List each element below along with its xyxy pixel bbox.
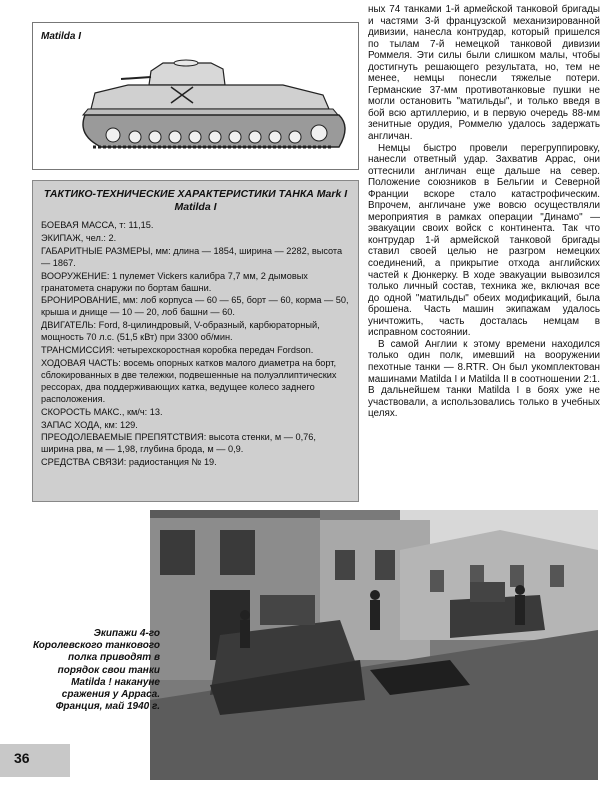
drawing-label: Matilda I — [41, 31, 82, 42]
spec-item: БРОНИРОВАНИЕ, мм: лоб корпуса — 60 — 65, борт — 60, корма — 50, крыша и днище — 10 — 20, лоб башни — 60. — [41, 295, 349, 318]
spec-item: ПРЕОДОЛЕВАЕМЫЕ ПРЕПЯТСТВИЯ: высота стенки, м — 0,76, ширина рва, м — 1,98, глубина брода, м — 0,9. — [41, 432, 316, 455]
spec-item: ХОДОВАЯ ЧАСТЬ: восемь опорных катков малого диаметра на борт, сблокированных в две тележки, подвешенные на полуэллиптических рессорах, два поддерживающих катка, ведущее колесо заднего расположения. — [41, 357, 337, 404]
photo-illustration — [150, 510, 598, 780]
spec-item: ЗАПАС ХОДА, км: 129. — [41, 419, 138, 430]
article-paragraph: В самой Англии к этому времени находился только один полк, имевший на вооружении пехотные танки — 8.RTR. Он был укомплектован машинами Matilda I и Matilda II в соотношении 2:1. В дальнейшем танки Matilda I в боях уже не участвовали, а использовались только в учебных целях. — [368, 338, 600, 420]
tank-illustration — [33, 23, 360, 171]
spec-item: ТРАНСМИССИЯ: четырехскоростная коробка передач Fordson. — [41, 345, 314, 356]
page-number-box — [0, 744, 70, 777]
spec-item: ГАБАРИТНЫЕ РАЗМЕРЫ, мм: длина — 1854, ширина — 2282, высота — 1867. — [41, 245, 343, 268]
spec-item: ВООРУЖЕНИЕ: 1 пулемет Vickers калибра 7,7 мм, 2 дымовых гранатомета снаружи по бортам башни. — [41, 270, 308, 293]
specs-list — [41, 220, 350, 469]
spec-item: БОЕВАЯ МАССА, т: 11,15. — [41, 220, 154, 230]
tank-drawing — [32, 22, 359, 170]
article-paragraph: ных 74 танками 1-й армейской танковой бригады и частями 3-й французской механизированной дивизии, нанесла контрудар, который пришелся по тылам 7-й немецкой танковой дивизии Роммеля. Эти силы были слишком малы, чтобы достигнуть решающего результата, но, тем не менее, немцы понесли тяжелые потери. Германские 37-мм противотанковые пушки не могли остановить "матильды", и только введя в бой всю артиллерию, и в первую очередь 88-мм зенитные орудия, Роммелю удалось задержать англичан. — [368, 4, 600, 143]
specs-title-line1: ТАКТИКО-ТЕХНИЧЕСКИЕ ХАРАКТЕРИСТИКИ ТАНКА Mark I — [43, 188, 348, 200]
spec-item: ЭКИПАЖ, чел.: 2. — [41, 232, 117, 243]
specs-panel — [32, 180, 359, 502]
article-paragraph: Немцы быстро провели перегруппировку, нанесли ответный удар. Захватив Аррас, они оттеснили англичан еще дальше на север. Положение союзников в Бельгии и Северной Франции вскоре стало катастрофическим. Впрочем, англичане уже вовсю осуществляли мероприятия в рамках операции "Динамо" — эвакуации своих войск с континента. Так что контрудар 1-й армейской танковой бригады ставил своей целью не разгром немецких соединений, а прикрытие отхода английских частей к Дюнкерку. В ходе эвакуации вывозился только личный состав, техника же, включая все до одной "матильды" обеих модификаций, была брошена. Часть машин экипажам удалось уничтожить, часть досталась немцам в исправном состоянии. — [368, 142, 600, 339]
spec-item: СРЕДСТВА СВЯЗИ: радиостанция № 19. — [41, 457, 217, 468]
article-column — [368, 4, 600, 501]
page-number: 36 — [14, 750, 30, 766]
photo — [150, 510, 598, 780]
spec-item: ДВИГАТЕЛЬ: Ford, 8-цилиндровый, V-образный, карбюраторный, мощность 70 л.с. (51,5 кВт) при 3300 об/мин. — [41, 320, 320, 343]
specs-title — [41, 188, 350, 214]
photo-caption: Экипажи 4-го Королевского танкового полка приводят в порядок свои танки Matilda ! накануне сражения у Арраса. Франция, май 1940 г. — [32, 628, 160, 713]
specs-title-line2: Matilda I — [174, 201, 217, 213]
spec-item: СКОРОСТЬ МАКС., км/ч: 13. — [41, 406, 163, 417]
